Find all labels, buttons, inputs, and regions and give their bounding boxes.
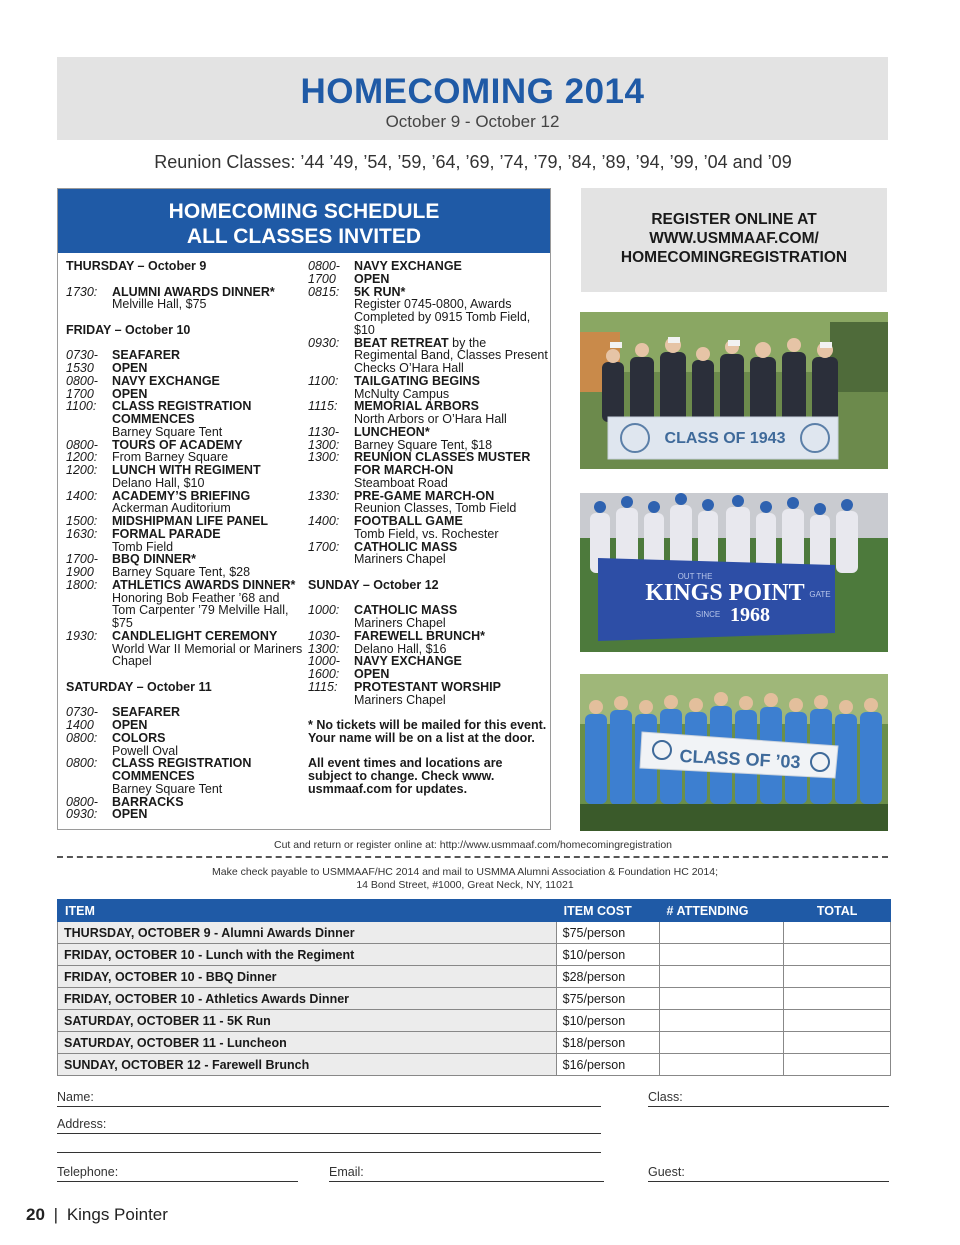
change-note: All event times and locations are subject to change. Check www. usmmaaf.com for updates. (308, 756, 503, 796)
schedule-event (308, 286, 548, 337)
event-name: ACADEMY’S BRIEFING (112, 488, 251, 503)
schedule-event (308, 541, 548, 567)
schedule-event (308, 337, 548, 375)
event-time: 1200: (66, 450, 98, 465)
spacer (66, 668, 306, 681)
schedule-event (66, 796, 306, 809)
day-heading-saturday: SATURDAY – October 11 (66, 679, 212, 694)
event-time: 0930: (308, 335, 340, 350)
schedule-event (66, 349, 306, 362)
day-heading-sunday: SUNDAY – October 12 (308, 577, 439, 592)
attending-input[interactable] (659, 944, 784, 966)
item-cell: FRIDAY, OCTOBER 10 - BBQ Dinner (58, 966, 557, 988)
event-name: BARRACKS (112, 794, 184, 809)
event-name: CATHOLIC MASS (354, 603, 458, 618)
event-details (354, 630, 548, 643)
event-location: World War II Memorial or Mariners Chapel (112, 641, 303, 669)
table-row (58, 1010, 891, 1032)
schedule-event (308, 451, 548, 489)
event-name: BBQ DINNER* (112, 552, 197, 567)
spacer (66, 694, 306, 707)
event-name: OPEN (354, 667, 390, 681)
event-details (354, 400, 548, 426)
mail-line1: Make check payable to USMMAAF/HC 2014 and mail to USMMA Alumni Association & Foundation HC 2014; (212, 866, 718, 878)
event-name: PROTESTANT WORSHIP (354, 679, 501, 694)
attending-input[interactable] (659, 1010, 784, 1032)
schedule-event (308, 490, 548, 516)
event-details (354, 681, 548, 707)
event-time: 1100: (66, 399, 97, 414)
schedule-box (57, 188, 551, 830)
schedule-event (308, 273, 548, 286)
order-table-body (58, 922, 891, 1076)
event-location: Delano Hall, $10 (112, 475, 205, 490)
event-name: SEAFARER (112, 348, 181, 363)
register-url-path[interactable]: HOMECOMINGREGISTRATION (620, 249, 848, 266)
banner-1968: 1968 (730, 604, 770, 626)
email-field[interactable] (329, 1165, 604, 1182)
banner-class-of-03: CLASS OF ’03 (679, 745, 802, 773)
event-name: COLORS (112, 730, 166, 745)
table-row (58, 1054, 891, 1076)
event-time: 1800: (66, 577, 98, 592)
table-row (58, 966, 891, 988)
table-row (58, 922, 891, 944)
register-online-box (581, 188, 887, 292)
schedule-event (66, 286, 306, 312)
event-name: NAVY EXCHANGE (354, 654, 462, 669)
event-location: Reunion Classes, Tomb Field (354, 501, 517, 516)
event-location: Delano Hall, $16 (354, 641, 447, 656)
event-location: Melville Hall, $75 (112, 297, 207, 312)
total-input[interactable] (784, 1010, 891, 1032)
total-input[interactable] (784, 1032, 891, 1054)
event-time: 1300: (308, 437, 340, 452)
total-input[interactable] (784, 1054, 891, 1076)
event-name: REUNION CLASSES MUSTER FOR MARCH-ON (354, 450, 531, 477)
event-name: TAILGATING BEGINS (354, 373, 480, 388)
event-name: CLASS REGISTRATION COMMENCES (112, 399, 252, 426)
spacer (66, 311, 306, 324)
email-label: Email: (329, 1165, 364, 1179)
schedule-event (66, 732, 306, 758)
col-cost: ITEM COST (556, 900, 659, 922)
banner-since: SINCE (695, 610, 721, 619)
schedule-event (66, 464, 306, 490)
schedule-event (308, 630, 548, 643)
event-time: 1130- (308, 424, 340, 439)
event-location: Ackerman Auditorium (112, 501, 231, 516)
cost-cell: $10/person (556, 944, 659, 966)
photo-kings-point-1968 (580, 493, 888, 652)
event-time: 1115: (308, 679, 338, 694)
day-heading-friday: FRIDAY – October 10 (66, 322, 191, 337)
item-cell: FRIDAY, OCTOBER 10 - Lunch with the Regiment (58, 944, 557, 966)
total-input[interactable] (784, 944, 891, 966)
col-attending: # ATTENDING (659, 900, 784, 922)
event-location: From Barney Square (112, 450, 229, 465)
total-input[interactable] (784, 966, 891, 988)
schedule-left-column (66, 260, 306, 821)
order-table-header (58, 900, 891, 922)
event-name: TOURS OF ACADEMY (112, 437, 243, 452)
event-location: Register 0745-0800, Awards Completed by 0915 Tomb Field, $10 (354, 297, 531, 337)
event-name: OPEN (112, 718, 148, 732)
schedule-heading-line1: HOMECOMING SCHEDULE (168, 200, 440, 223)
schedule-heading-line2: ALL CLASSES INVITED (186, 225, 422, 248)
event-location: Mariners Chapel (354, 692, 446, 707)
event-name: FORMAL PARADE (112, 526, 221, 541)
schedule-event (308, 375, 548, 401)
event-details (354, 515, 548, 541)
footer-separator: | (53, 1205, 59, 1224)
event-name: NAVY EXCHANGE (354, 259, 462, 273)
event-location: Tomb Field (112, 539, 174, 554)
event-name: CANDLELIGHT CEREMONY (112, 628, 278, 643)
total-input[interactable] (784, 922, 891, 944)
attending-input[interactable] (659, 1032, 784, 1054)
spacer (308, 566, 548, 579)
event-name: FOOTBALL GAME (354, 514, 463, 528)
reunion-classes: Reunion Classes: ’44 ’49, ’54, ’59, ’64, ’69, ’74, ’79, ’84, ’89, ’94, ’99, ’04 and ’09 (154, 152, 792, 172)
event-location: Tomb Field, vs. Rochester (354, 526, 499, 541)
event-details (112, 286, 306, 312)
schedule-event (66, 579, 306, 630)
cost-cell: $10/person (556, 1010, 659, 1032)
event-time: 1300: (308, 641, 340, 656)
event-location: Honoring Bob Feather ’68 and Tom Carpenter ’79 Melville Hall, $75 (112, 590, 289, 630)
schedule-event (308, 681, 548, 707)
schedule-right-column (308, 260, 548, 796)
event-name: OPEN (112, 361, 148, 375)
event-details (112, 579, 306, 630)
cut-line (57, 856, 888, 858)
schedule-event (66, 757, 306, 795)
event-name: MEMORIAL ARBORS (354, 399, 479, 414)
event-time: 1700 (308, 271, 336, 286)
event-name: NAVY EXCHANGE (112, 373, 220, 388)
schedule-event (308, 426, 548, 439)
event-location: Regimental Band, Classes Present Checks O’Hara Hall (354, 348, 548, 375)
schedule-event (66, 630, 306, 668)
event-time: 1700 (66, 386, 94, 401)
guest-field[interactable] (648, 1165, 889, 1182)
schedule-event (66, 706, 306, 719)
photo-class-of-1943 (580, 312, 888, 469)
event-dates: October 9 - October 12 (385, 112, 560, 131)
event-name: LUNCH WITH REGIMENT (112, 463, 261, 477)
page-number: 20 (26, 1205, 45, 1224)
event-details (354, 490, 548, 516)
item-cell: SUNDAY, OCTOBER 12 - Farewell Brunch (58, 1054, 557, 1076)
schedule-event (308, 655, 548, 668)
event-time: 1000- (308, 654, 340, 669)
event-location: Barney Square Tent, $28 (112, 565, 251, 579)
event-location: Mariners Chapel (354, 552, 446, 567)
attending-input[interactable] (659, 1054, 784, 1076)
event-name: LUNCHEON* (354, 424, 430, 439)
event-time: 0730- (66, 705, 98, 720)
banner-gate: GATE (809, 590, 831, 599)
event-details (354, 604, 548, 630)
cost-cell: $75/person (556, 922, 659, 944)
page-footer (26, 1205, 168, 1225)
event-location: Barney Square Tent, $18 (354, 437, 493, 452)
event-location: Mariners Chapel (354, 616, 446, 630)
event-location: Powell Oval (112, 743, 178, 758)
event-location: McNulty Campus (354, 386, 450, 401)
event-time: 1530 (66, 361, 94, 375)
event-details (354, 426, 548, 439)
event-time: 1600: (308, 667, 340, 681)
event-name: OPEN (112, 807, 148, 822)
order-table (57, 899, 891, 1076)
event-name: OPEN (112, 386, 148, 401)
event-name-suffix: by the (448, 335, 487, 350)
event-details (354, 451, 548, 489)
event-time: 0800- (66, 437, 98, 452)
table-row (58, 944, 891, 966)
mail-instructions (0, 866, 930, 892)
event-name: SEAFARER (112, 705, 181, 720)
attending-input[interactable] (659, 966, 784, 988)
event-time: 1630: (66, 526, 98, 541)
register-line1: REGISTER ONLINE AT (651, 211, 817, 228)
event-time: 1100: (308, 373, 339, 388)
event-time: 0730- (66, 348, 98, 363)
event-name: CLASS REGISTRATION COMMENCES (112, 756, 252, 783)
event-details (354, 337, 548, 375)
cost-cell: $28/person (556, 966, 659, 988)
schedule-event (66, 490, 306, 516)
event-time: 1300: (308, 450, 340, 465)
event-name: 5K RUN* (354, 284, 406, 299)
event-name: ATHLETICS AWARDS DINNER* (112, 577, 296, 592)
page-title: HOMECOMING 2014 (300, 72, 645, 111)
event-time: 1700: (308, 539, 340, 554)
banner-class-of-1943: CLASS OF 1943 (664, 430, 786, 447)
attending-input[interactable] (659, 988, 784, 1010)
event-time: 1400: (66, 488, 98, 503)
class-field[interactable] (648, 1090, 889, 1107)
schedule-event (308, 400, 548, 426)
event-time: 0800- (308, 259, 340, 273)
telephone-label: Telephone: (57, 1165, 119, 1179)
cost-cell: $18/person (556, 1032, 659, 1054)
table-row (58, 988, 891, 1010)
event-details (112, 630, 306, 668)
ticket-note: * No tickets will be mailed for this event. Your name will be on a list at the door. (308, 718, 547, 745)
event-time: 0800- (66, 794, 98, 809)
event-time: 1930: (66, 628, 98, 643)
event-details (354, 375, 548, 401)
event-details (112, 528, 306, 554)
event-details (112, 490, 306, 516)
register-url[interactable]: WWW.USMMAAF.COM/ (649, 230, 819, 247)
event-time: 1500: (66, 514, 98, 528)
address-line-2[interactable] (57, 1152, 601, 1153)
event-name: FAREWELL BRUNCH* (354, 628, 486, 643)
event-name: ALUMNI AWARDS DINNER* (112, 284, 275, 299)
spacer (66, 337, 306, 350)
event-name: OPEN (354, 271, 390, 286)
event-time: 1200: (66, 463, 98, 477)
event-time: 0800: (66, 730, 98, 745)
event-details (112, 464, 306, 490)
table-row (58, 1032, 891, 1054)
event-time: 1115: (308, 399, 338, 414)
address-label: Address: (57, 1117, 107, 1131)
guest-label: Guest: (648, 1165, 685, 1179)
telephone-field[interactable] (57, 1165, 298, 1182)
event-name: BEAT RETREAT (354, 335, 449, 350)
event-time: 1730: (66, 284, 98, 299)
mail-address: 14 Bond Street, #1000, Great Neck, NY, 11021 (356, 879, 574, 891)
event-location: Barney Square Tent (112, 424, 223, 439)
banner-out-the: OUT THE (677, 572, 713, 581)
cost-cell: $75/person (556, 988, 659, 1010)
event-time: 0800- (66, 373, 98, 388)
event-details (354, 541, 548, 567)
publication-name: Kings Pointer (66, 1205, 168, 1224)
event-location: North Arbors or O’Hara Hall (354, 412, 507, 426)
banner-kings-point: KINGS POINT (645, 580, 805, 606)
event-time: 0930: (66, 807, 98, 822)
col-item: ITEM (58, 900, 557, 922)
event-time: 1900 (66, 565, 94, 579)
name-label: Name: (57, 1090, 94, 1104)
event-time: 0800: (66, 756, 98, 771)
col-total: TOTAL (784, 900, 891, 922)
schedule-event (66, 528, 306, 554)
event-time: 1700- (66, 552, 98, 567)
schedule-event (308, 604, 548, 630)
header-band (57, 57, 888, 140)
event-details (112, 757, 306, 795)
item-cell: SATURDAY, OCTOBER 11 - Luncheon (58, 1032, 557, 1054)
event-name: CATHOLIC MASS (354, 539, 458, 554)
event-details (112, 400, 306, 438)
day-heading-thursday: THURSDAY – October 9 (66, 259, 207, 273)
cut-instructions: Cut and return or register online at: http://www.usmmaaf.com/homecomingregistration (273, 839, 672, 851)
total-input[interactable] (784, 988, 891, 1010)
item-cell: FRIDAY, OCTOBER 10 - Athletics Awards Dinner (58, 988, 557, 1010)
event-name: MIDSHIPMAN LIFE PANEL (112, 514, 269, 528)
event-time: 1330: (308, 488, 340, 503)
schedule-event (66, 400, 306, 438)
event-name: PRE-GAME MARCH-ON (354, 488, 495, 503)
schedule-event (66, 719, 306, 732)
event-time: 1030- (308, 628, 340, 643)
event-time: 1000: (308, 603, 340, 618)
event-time: 1400 (66, 718, 94, 732)
cost-cell: $16/person (556, 1054, 659, 1076)
event-location: Barney Square Tent (112, 781, 223, 796)
schedule-event (66, 375, 306, 388)
class-label: Class: (648, 1090, 683, 1104)
event-time: 0815: (308, 284, 340, 299)
schedule-heading (58, 189, 550, 253)
schedule-event (66, 808, 306, 821)
event-details (112, 808, 306, 821)
name-field[interactable] (57, 1090, 601, 1107)
event-time: 1400: (308, 514, 340, 528)
item-cell: SATURDAY, OCTOBER 11 - 5K Run (58, 1010, 557, 1032)
item-cell: THURSDAY, OCTOBER 9 - Alumni Awards Dinner (58, 922, 557, 944)
attending-input[interactable] (659, 922, 784, 944)
photo-class-of-03 (580, 674, 888, 831)
event-details (354, 286, 548, 337)
event-details (112, 732, 306, 758)
schedule-event (308, 260, 548, 273)
schedule-event (308, 515, 548, 541)
event-location: Steamboat Road (354, 475, 448, 490)
address-field[interactable] (57, 1117, 601, 1134)
